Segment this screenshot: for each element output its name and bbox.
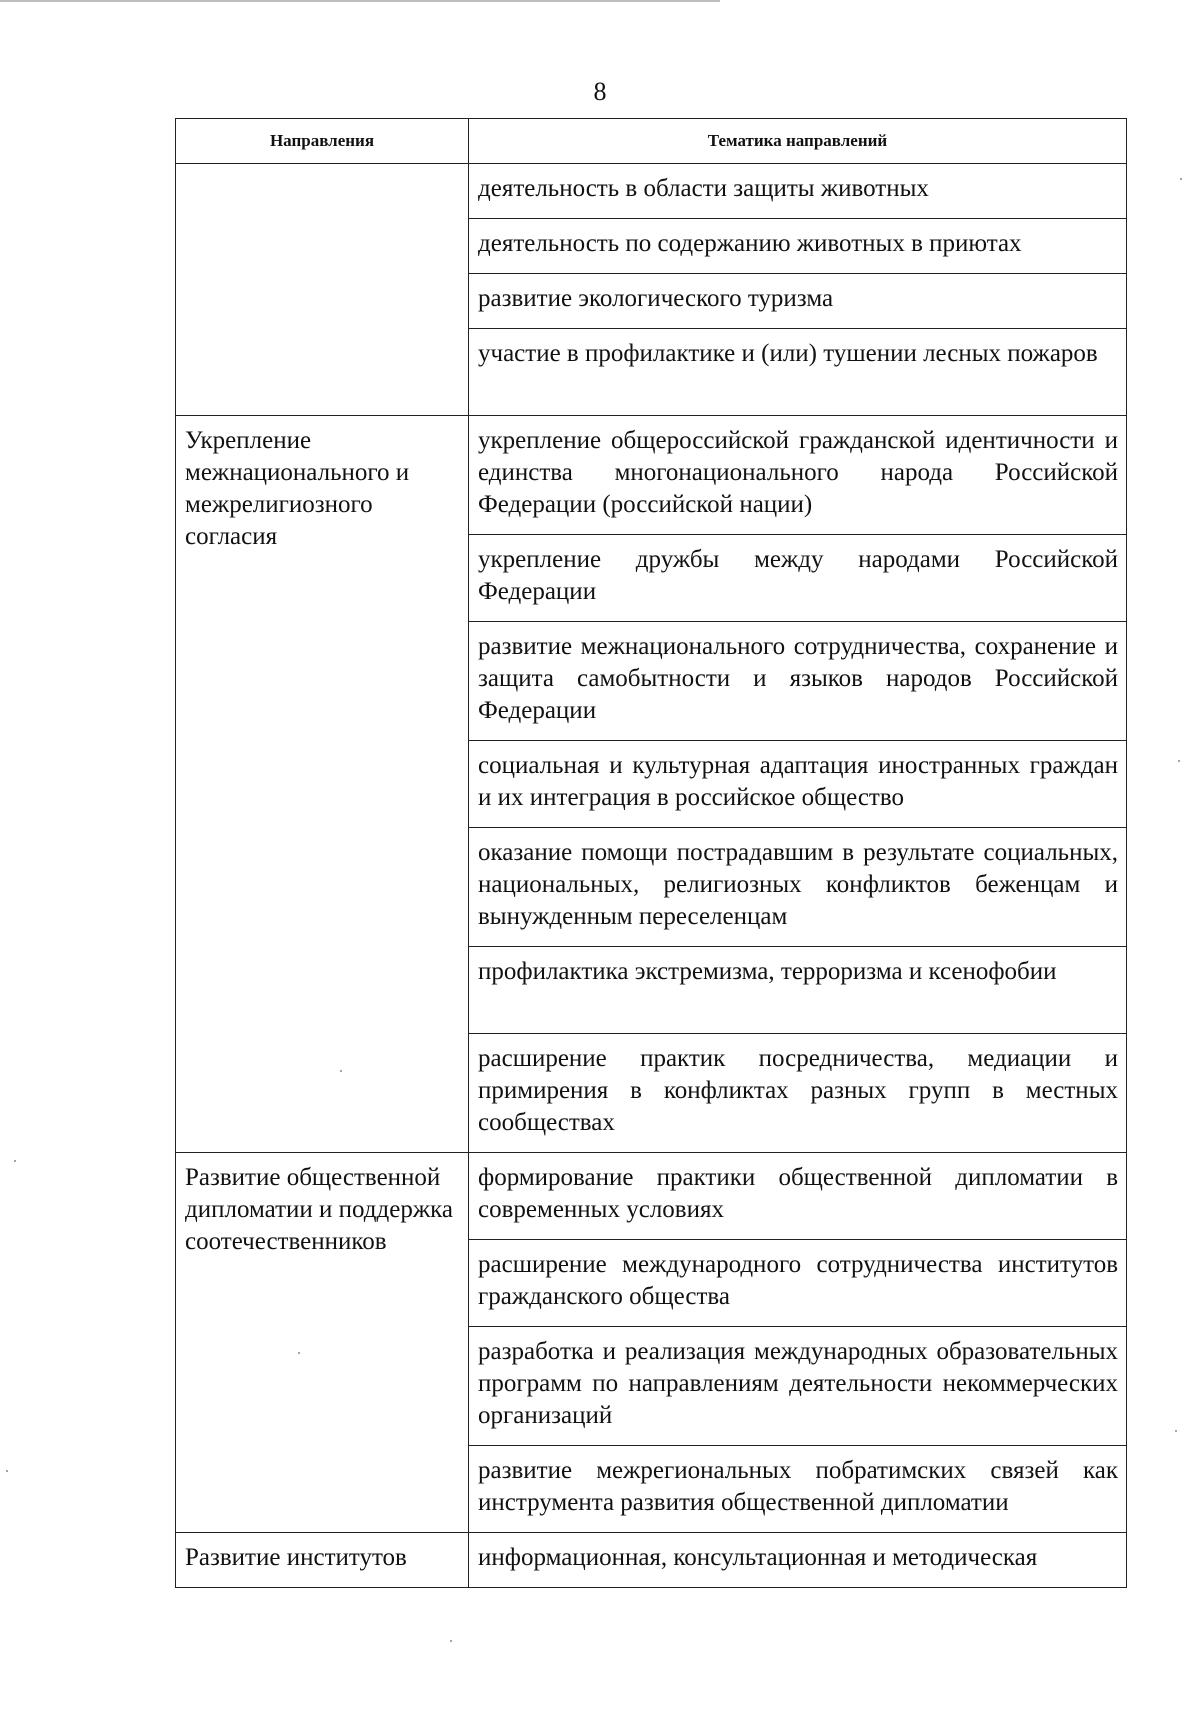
directions-table (175, 118, 1127, 1588)
table-row (176, 1153, 1127, 1240)
page-number: 8 (593, 77, 607, 106)
scan-edge-line (0, 0, 720, 2)
scan-speck (1175, 1430, 1177, 1432)
scan-speck (298, 1352, 300, 1354)
table-row (176, 1533, 1127, 1588)
scan-speck (6, 1470, 8, 1472)
direction-cell: Развитие институтов (176, 1533, 469, 1588)
scan-speck (1178, 760, 1180, 762)
topic-cell: деятельность по содержанию животных в приютах (469, 219, 1127, 274)
topic-cell: укрепление общероссийской гражданской идентичности и единства многонационального народа Российской Федерации (российской нации) (469, 416, 1127, 535)
topic-cell: развитие экологического туризма (469, 274, 1127, 329)
direction-cell: Укрепление межнационального и межрелигиозного согласия (176, 416, 469, 1153)
topic-cell: деятельность в области защиты животных (469, 164, 1127, 219)
scan-speck (1180, 178, 1182, 180)
scan-speck (14, 1160, 16, 1162)
topic-cell: укрепление дружбы между народами Российской Федерации (469, 535, 1127, 622)
table-row (176, 416, 1127, 535)
table-row (176, 164, 1127, 219)
topic-cell: формирование практики общественной дипломатии в современных условиях (469, 1153, 1127, 1240)
topic-cell: оказание помощи пострадавшим в результате социальных, национальных, религиозных конфликтов беженцам и вынужденным переселенцам (469, 828, 1127, 947)
table-header-row (176, 119, 1127, 164)
header-topics: Тематика направлений (469, 119, 1127, 164)
direction-cell (176, 164, 469, 416)
topic-cell: участие в профилактике и (или) тушении лесных пожаров (469, 329, 1127, 416)
scan-speck (340, 1070, 342, 1072)
topic-cell: развитие межрегиональных побратимских связей как инструмента развития общественной дипломатии (469, 1446, 1127, 1533)
topic-cell: расширение практик посредничества, медиации и примирения в конфликтах разных групп в местных сообществах (469, 1034, 1127, 1153)
topic-cell: социальная и культурная адаптация иностранных граждан и их интеграция в российское общество (469, 741, 1127, 828)
topic-cell: информационная, консультационная и методическая (469, 1533, 1127, 1588)
header-directions: Направления (176, 119, 469, 164)
topic-cell: расширение международного сотрудничества институтов гражданского общества (469, 1240, 1127, 1327)
direction-cell: Развитие общественной дипломатии и поддержка соотечественников (176, 1153, 469, 1533)
topic-cell: разработка и реализация международных образовательных программ по направлениям деятельности некоммерческих организаций (469, 1327, 1127, 1446)
topic-cell: развитие межнационального сотрудничества, сохранение и защита самобытности и языков народов Российской Федерации (469, 622, 1127, 741)
topic-cell: профилактика экстремизма, терроризма и ксенофобии (469, 947, 1127, 1034)
scan-speck (450, 1640, 452, 1642)
